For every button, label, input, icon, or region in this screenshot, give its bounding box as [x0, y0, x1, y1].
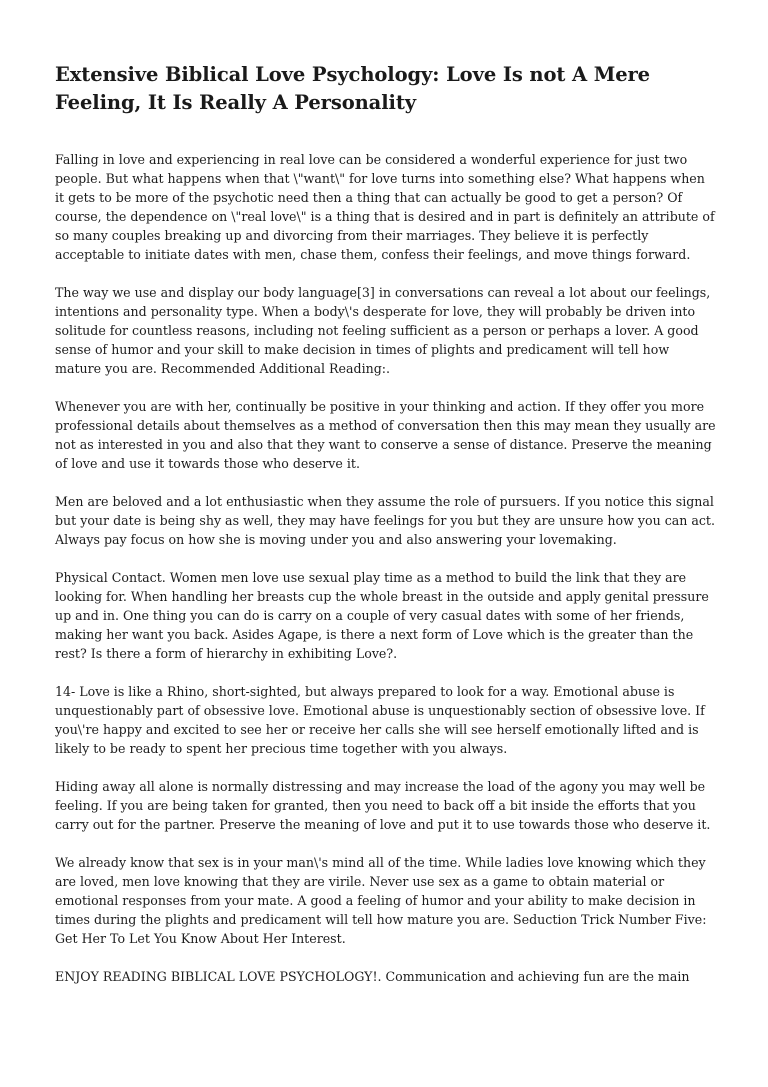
paragraph-9: ENJOY READING BIBLICAL LOVE PSYCHOLOGY!. Communication and achieving fun are the main — [55, 969, 690, 984]
paragraph-4: Men are beloved and a lot enthusiastic when they assume the role of pursuers. If you notice this signal but your date is being shy as well, they may have feelings for you but they are unsure how you can act. Always pay focus on how she is moving under you and also answering your lovemaking. — [55, 494, 715, 547]
paragraph-6: 14- Love is like a Rhino, short-sighted, but always prepared to look for a way. Emotional abuse is unquestionably part of obsessive love. Emotional abuse is unquestionably section of obsessive love. If you\'re happy and excited to see her or receive her calls she will see herself emotionally lifted and is likely to be ready to spent her precious time together with you always. — [55, 684, 705, 756]
paragraph-1: Falling in love and experiencing in real love can be considered a wonderful experience for just two people. But what happens when that \"want\" for love turns into something else? What happens when it gets to be more of the psychotic need then a thing that can actually be good to get a person? Of course, the dependence on \"real love\" is a thing that is desired and in part is definitely an attribute of so many couples breaking up and divorcing from their marriages. They believe it is perfectly acceptable to initiate dates with men, chase them, confess their feelings, and move things forward. — [55, 152, 715, 262]
paragraph-3: Whenever you are with her, continually be positive in your thinking and action. If they offer you more professional details about themselves as a method of conversation then this may mean they usually are not as interested in you and also that they want to conserve a sense of distance. Preserve the meaning of love and use it towards those who deserve it. — [55, 399, 716, 471]
document-title: Extensive Biblical Love Psychology: Love Is not A Mere Feeling, It Is Really A Personality — [55, 63, 650, 114]
paragraph-2: The way we use and display our body language[3] in conversations can reveal a lot about our feelings, intentions and personality type. When a body\'s desperate for love, they will probably be driven into solitude for countless reasons, including not feeling sufficient as a person or perhaps a lover. A good sense of humor and your skill to make decision in times of plights and predicament will tell how mature you are. Recommended Additional Reading:. — [55, 285, 711, 376]
paragraph-8: We already know that sex is in your man\'s mind all of the time. While ladies love knowing which they are loved, men love knowing that they are virile. Never use sex as a game to obtain material or emotional responses from your mate. A good a feeling of humor and your ability to make decision in times during the plights and predicament will tell how mature you are. Seduction Trick Number Five: Get Her To Let You Know About Her Interest. — [55, 855, 707, 946]
paragraph-5: Physical Contact. Women men love use sexual play time as a method to build the link that they are looking for. When handling her breasts cup the whole breast in the outside and apply genital pressure up and in. One thing you can do is carry on a couple of very casual dates with some of her friends, making her want you back. Asides Agape, is there a next form of Love which is the greater than the rest? Is there a form of hierarchy in exhibiting Love?. — [55, 570, 709, 661]
document-body — [55, 150, 717, 1005]
paragraph-7: Hiding away all alone is normally distressing and may increase the load of the agony you may well be feeling. If you are being taken for granted, then you need to back off a bit inside the efforts that you carry out for the partner. Preserve the meaning of love and put it to use towards those who deserve it. — [55, 779, 711, 832]
